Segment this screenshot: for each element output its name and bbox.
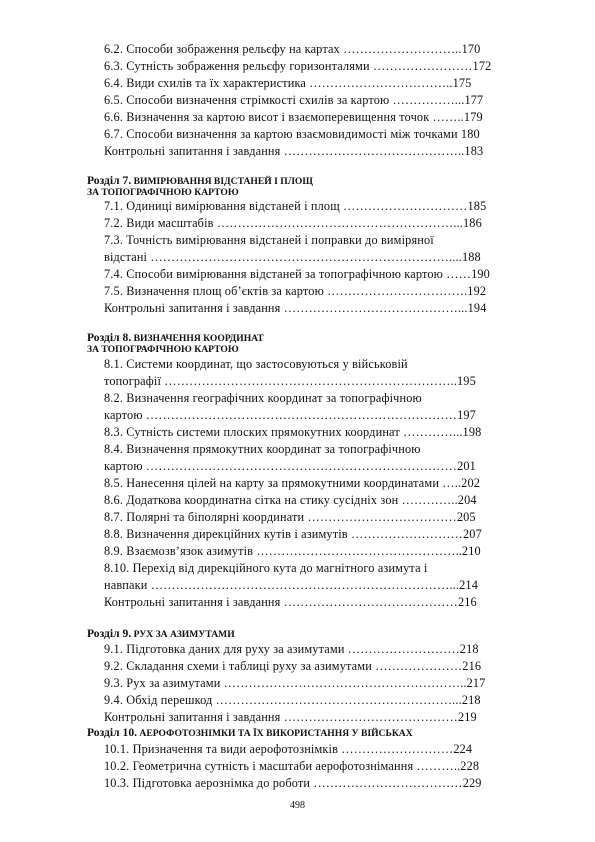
toc-entry: 8.7. Полярні та біполярні координати ………………………………205 (104, 510, 476, 524)
toc-entry: 9.1. Підготовка даних для руху за азимутами ………………………218 (104, 642, 479, 656)
toc-entry: топографії ……………………………………………………………..195 (104, 374, 476, 388)
toc-entry: 8.10. Перехід від дирекційного кута до магнітного азимута і (104, 561, 428, 575)
toc-entry: 8.8. Визначення дирекційних кутів і азимутів ………………………207 (104, 527, 482, 541)
toc-entry: 8.3. Сутність системи плоских прямокутних координат …………...198 (104, 425, 482, 439)
toc-entry: 7.4. Способи вимірювання відстаней за топографічною картою ……190 (104, 267, 490, 281)
toc-entry: картою …………………………………………………………………201 (104, 459, 476, 473)
toc-entry: 8.2. Визначення географічних координат за топографічною (104, 391, 422, 405)
toc-entry: 8.4. Визначення прямокутних координат за топографічною (104, 442, 421, 456)
toc-entry: 6.6. Визначення за картою висот і взаємоперевищення точок ……..179 (104, 110, 483, 124)
toc-entry: 8.1. Системи координат, що застосовуються у військовій (104, 357, 408, 371)
toc-entry: 7.3. Точність вимірювання відстаней і поправки до виміряної (104, 233, 434, 247)
toc-entry: 7.2. Види масштабів …………………………………………………...186 (104, 216, 482, 230)
toc-entry: 8.6. Додаткова координатна сітка на стику сусідніх зон …………..204 (104, 493, 477, 507)
toc-entry: 10.1. Призначення та види аерофотознімків ………………………224 (104, 742, 473, 756)
section-title: ВИЗНАЧЕННЯ КООРДИНАТ (131, 333, 264, 344)
page-number: 498 (290, 800, 305, 811)
toc-entry: 9.3. Рух за азимутами …………………………………………………..217 (104, 676, 486, 690)
toc-entry: 10.2. Геометрична сутність і масштаби аерофотознімання ………..228 (104, 759, 480, 773)
toc-entry: Контрольні запитання і завдання ……………………………………216 (104, 595, 477, 609)
toc-entry: 8.5. Нанесення цілей на карту за прямокутними координатами …..202 (104, 476, 481, 490)
toc-entry: 8.9. Взаємозв’язок азимутів …………………………………………..210 (104, 544, 481, 558)
section-number: Розділ 9. (87, 627, 132, 640)
toc-entry: навпаки ………………………………………………………………...214 (104, 578, 479, 592)
toc-entry: 6.4. Види схилів та їх характеристика ……………………………..175 (104, 76, 472, 90)
section-title: АЕРОФОТОЗНІМКИ ТА ЇХ ВИКОРИСТАННЯ У ВІЙСЬКАХ (137, 728, 413, 739)
section-title-continued: ЗА ТОПОГРАФІЧНОЮ КАРТОЮ (87, 344, 239, 355)
toc-entry: 7.5. Визначення площ об’єктів за картою …………………………….192 (104, 284, 487, 298)
section-number: Розділ 7. (87, 174, 132, 187)
section-number: Розділ 10. (87, 726, 138, 739)
toc-entry: Контрольні запитання і завдання ……………………………………..183 (104, 144, 484, 158)
section-heading (87, 628, 235, 640)
toc-entry: Контрольні запитання і завдання ……………………………………...194 (104, 301, 487, 315)
section-title-continued: ЗА ТОПОГРАФІЧНОЮ КАРТОЮ (87, 187, 239, 198)
section-heading (87, 332, 264, 344)
section-title: РУХ ЗА АЗИМУТАМИ (131, 629, 235, 640)
section-heading (87, 727, 413, 739)
toc-entry: картою …………………………………………………………………197 (104, 408, 476, 422)
toc-entry: 9.4. Обхід перешкод …………………………………………………...218 (104, 693, 481, 707)
toc-entry: 6.3. Сутність зображення рельєфу горизонталями ……………………172 (104, 59, 492, 73)
toc-entry: 6.7. Способи визначення за картою взаємовидимості між точками 180 (104, 127, 480, 141)
toc-entry: 6.2. Способи зображення рельєфу на картах ………………………..170 (104, 42, 481, 56)
section-title: ВИМІРЮВАННЯ ВІДСТАНЕЙ І ПЛОЩ (131, 176, 313, 187)
section-heading (87, 175, 313, 187)
toc-entry: відстані ………………………………………………………………....188 (104, 250, 481, 264)
toc-entry: 6.5. Способи визначення стрімкості схилів за картою ……………...177 (104, 93, 484, 107)
toc-entry: 10.3. Підготовка аерознімка до роботи ………………………………229 (104, 776, 482, 790)
toc-entry: 7.1. Одиниці вимірювання відстаней і площ …………………………185 (104, 199, 487, 213)
toc-entry: 9.2. Складання схеми і таблиці руху за азимутами …………………216 (104, 659, 482, 673)
section-number: Розділ 8. (87, 331, 132, 344)
toc-entry: Контрольні запитання і завдання ……………………………………219 (104, 710, 477, 724)
